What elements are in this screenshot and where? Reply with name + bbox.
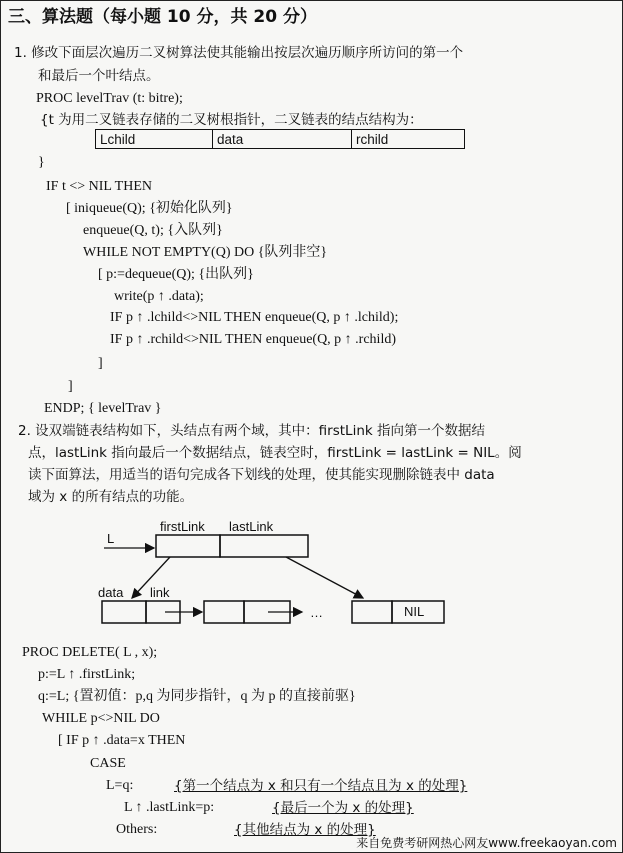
q1-code-line: ] — [68, 379, 73, 394]
q1-code-line: IF p ↑ .lchild<>NIL THEN enqueue(Q, p ↑ .lchild); — [110, 310, 399, 325]
link-field-label: link — [150, 585, 170, 600]
q2-blank-2: {最后一个为 x 的处理} — [272, 800, 414, 816]
q1-code-line: enqueue(Q, t); {入队列} — [83, 223, 223, 238]
q2-code-line: q:=L; {置初值：p,q 为同步指针，q 为 p 的直接前驱} — [38, 689, 356, 704]
q1-text-line1: 1. 修改下面层次遍历二叉树算法使其能输出按层次遍历顺序所访问的第一个 — [14, 45, 464, 61]
q2-code-line: CASE — [90, 756, 126, 771]
q1-code-line: WHILE NOT EMPTY(Q) DO {队列非空} — [83, 245, 328, 260]
q2-blank-1: {第一个结点为 x 和只有一个结点且为 x 的处理} — [174, 778, 468, 794]
q1-proc-header: PROC levelTrav (t: bitre); — [36, 91, 183, 106]
q2-text-line4: 域为 x 的所有结点的功能。 — [28, 489, 194, 505]
q1-text-line2: 和最后一个叶结点。 — [38, 68, 160, 84]
q1-code-line: ] — [98, 356, 103, 371]
q2-code-line: Others: — [116, 822, 158, 837]
q2-code-line: PROC DELETE( L , x); — [22, 645, 158, 660]
last-link-label: lastLink — [229, 519, 274, 534]
section-title: 三、算法题（每小题 10 分，共 20 分） — [8, 7, 317, 27]
node1-data-field — [102, 601, 146, 623]
head-pointer-label: L — [107, 531, 115, 546]
head-node-first-field — [156, 535, 220, 557]
last-node-data-field — [352, 601, 392, 623]
q1-code-line: write(p ↑ .data); — [114, 289, 204, 304]
nil-label: NIL — [404, 604, 425, 619]
data-field-label: data — [98, 585, 124, 600]
node2-data-field — [204, 601, 244, 623]
q2-blank-3: {其他结点为 x 的处理} — [234, 822, 376, 838]
footer-source: 来自免费考研网热心网友www.freekaoyan.com — [356, 836, 617, 850]
ellipsis: … — [310, 605, 323, 620]
q2-code-line: L=q: — [106, 778, 134, 793]
q2-code-line: L ↑ .lastLink=p: — [124, 800, 215, 815]
q1-code-line: IF p ↑ .rchild<>NIL THEN enqueue(Q, p ↑ .rchild) — [110, 332, 397, 347]
q2-code-line: [ IF p ↑ .data=x THEN — [58, 733, 186, 748]
q1-code-line: IF t <> NIL THEN — [46, 179, 153, 194]
node-field-data: data — [213, 130, 352, 149]
head-node-last-field — [220, 535, 308, 557]
first-link-label: firstLink — [160, 519, 205, 534]
node-field-lchild: Lchild — [96, 130, 213, 149]
last-link-arrow — [286, 557, 363, 598]
q1-code-line: ENDP; { levelTrav } — [44, 401, 162, 416]
q2-code-line: p:=L ↑ .firstLink; — [38, 667, 136, 682]
q1-close-brace: } — [38, 155, 45, 170]
q1-code-line: [ iniqueue(Q); {初始化队列} — [66, 201, 233, 216]
q1-comment: {t 为用二叉链表存储的二叉树根指针，二叉链表的结点结构为： — [40, 112, 423, 128]
q1-code-line: [ p:=dequeue(Q); {出队列} — [98, 267, 254, 282]
q2-text-line2: 点，lastLink 指向最后一个数据结点，链表空时，firstLink = lastLink = NIL。阅 — [28, 445, 522, 461]
q2-text-line1: 2. 设双端链表结构如下，头结点有两个域，其中：firstLink 指向第一个数据结 — [18, 423, 485, 439]
q2-code-line: WHILE p<>NIL DO — [42, 711, 160, 726]
node-field-rchild: rchild — [352, 130, 465, 149]
q2-text-line3: 读下面算法，用适当的语句完成各下划线的处理，使其能实现删除链表中 data — [28, 467, 495, 483]
